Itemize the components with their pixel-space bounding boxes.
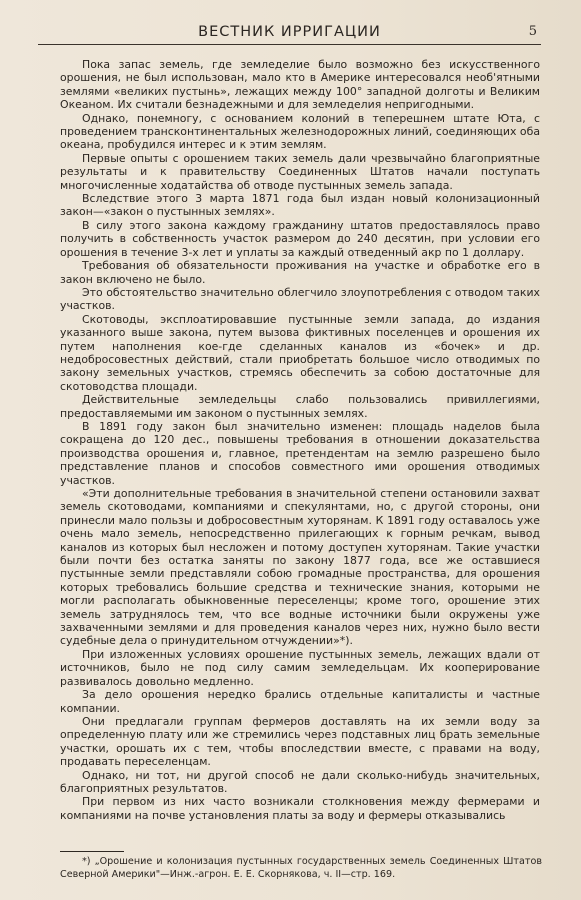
paragraph: Это обстоятельство значительно облегчило злоупотребления с отводом таких участков. (60, 285, 540, 313)
paragraph: Требования об обязательности проживания на участке и обработке его в закон включено не было. (60, 259, 540, 286)
article-body (60, 58, 540, 822)
running-header (38, 22, 541, 45)
paragraph: При первом из них часто возникали столкновения между фермерами и компаниями на почве установления платы за воду и фермеры отказывались (60, 795, 540, 822)
paragraph: В 1891 году закон был значительно изменен: площадь наделов была сокращена до 120 дес., повышены требования в отношении доказательства производства орошения и, главное, претендентам на землю разрешено было представление планов и способов совместного ими орошения отводимых участков. (60, 419, 540, 487)
journal-title: ВЕСТНИК ИРРИГАЦИИ (198, 24, 381, 40)
paragraph: Скотоводы, эксплоатировавшие пустынные земли запада, до издания указанного выше закона, путем вызова фиктивных поселенцев и орошения их путем наполнения кое-где сделанных каналов из «бочек» и др. недобросовестных действий, стали приобретать большое число отводимых по закону земельных участков, стремясь обеспечить за собою достаточные для скотоводства площади. (60, 312, 540, 393)
footnote-divider (60, 851, 124, 852)
quoted-paragraph: «Эти дополнительные требования в значительной степени остановили захват земель скотоводами, компаниями и спекулянтами, но, с другой стороны, они принесли мало пользы и добросовестным хуторянам. К 1891 году оставалось уже очень мало земель, непосредственно прилегающих к горным речкам, вывод каналов из которых был несложен и потому доступен хуторянам. Такие участки были почти без остатка заняты по закону 1877 года, все же оставшиеся пустынные земли представляли собою громадные пространства, для орошения которых требовались большие средства и технические знания, которыми не могли располагать обыкновенные переселенцы; кроме того, орошение этих земель затруднялось тем, что все водные источники были окружены уже захваченными землями и для проведения каналов через них, нужно было вести судебные дела о принудительном отчуждении»*). (60, 487, 540, 648)
paragraph: За дело орошения нередко брались отдельные капиталисты и частные компании. (60, 688, 540, 715)
paragraph: Однако, ни тот, ни другой способ не дали сколько-нибудь значительных, благоприятных результатов. (60, 768, 540, 795)
footnote: *) „Орошение и колонизация пустынных государственных земель Соединенных Штатов Северной Америки"—Инж.-агрон. Е. Е. Скорнякова, ч. II—стр. 169. (60, 856, 542, 880)
paragraph: Однако, понемногу, с основанием колоний в теперешнем штате Юта, с проведением трансконтинентальных железнодорожных линий, соединяющих оба океана, пробудился интерес и к этим землям. (60, 111, 540, 152)
paragraph: Первые опыты с орошением таких земель дали чрезвычайно благоприятные результаты и к правительству Соединенных Штатов начали поступать многочисленные ходатайства об отводе пустынных земель запада. (60, 151, 540, 192)
paragraph: Вследствие этого 3 марта 1871 года был издан новый колонизационный закон—«закон о пустынных землях». (60, 192, 540, 219)
paragraph: Они предлагали группам фермеров доставлять на их земли воду за определенную плату или же стремились через подставных лиц брать земельные участки, орошать их с тем, чтобы впоследствии вместе, с правами на воду, продавать переселенцам. (60, 714, 540, 769)
paragraph: Пока запас земель, где земледелие было возможно без искусственного орошения, не был использован, мало кто в Америке интересовался необ'ятными землями «великих пустынь», лежащих между 100° западной долготы и Великим Океаном. Их считали безнадежными и для земледелия непригодными. (60, 58, 540, 112)
page-number: 5 (528, 24, 537, 39)
paragraph: При изложенных условиях орошение пустынных земель, лежащих вдали от источников, было не под силу самим земледельцам. Их кооперирование развивалось довольно медленно. (60, 647, 540, 688)
paragraph: Действительные земледельцы слабо пользовались привиллегиями, предоставляемыми им законом о пустынных землях. (60, 393, 540, 420)
paragraph: В силу этого закона каждому гражданину штатов предоставлялось право получить в собственность участок размером до 240 десятин, при условии его орошения в течение 3-х лет и уплаты за каждый отведенный акр по 1 доллару. (60, 218, 540, 259)
